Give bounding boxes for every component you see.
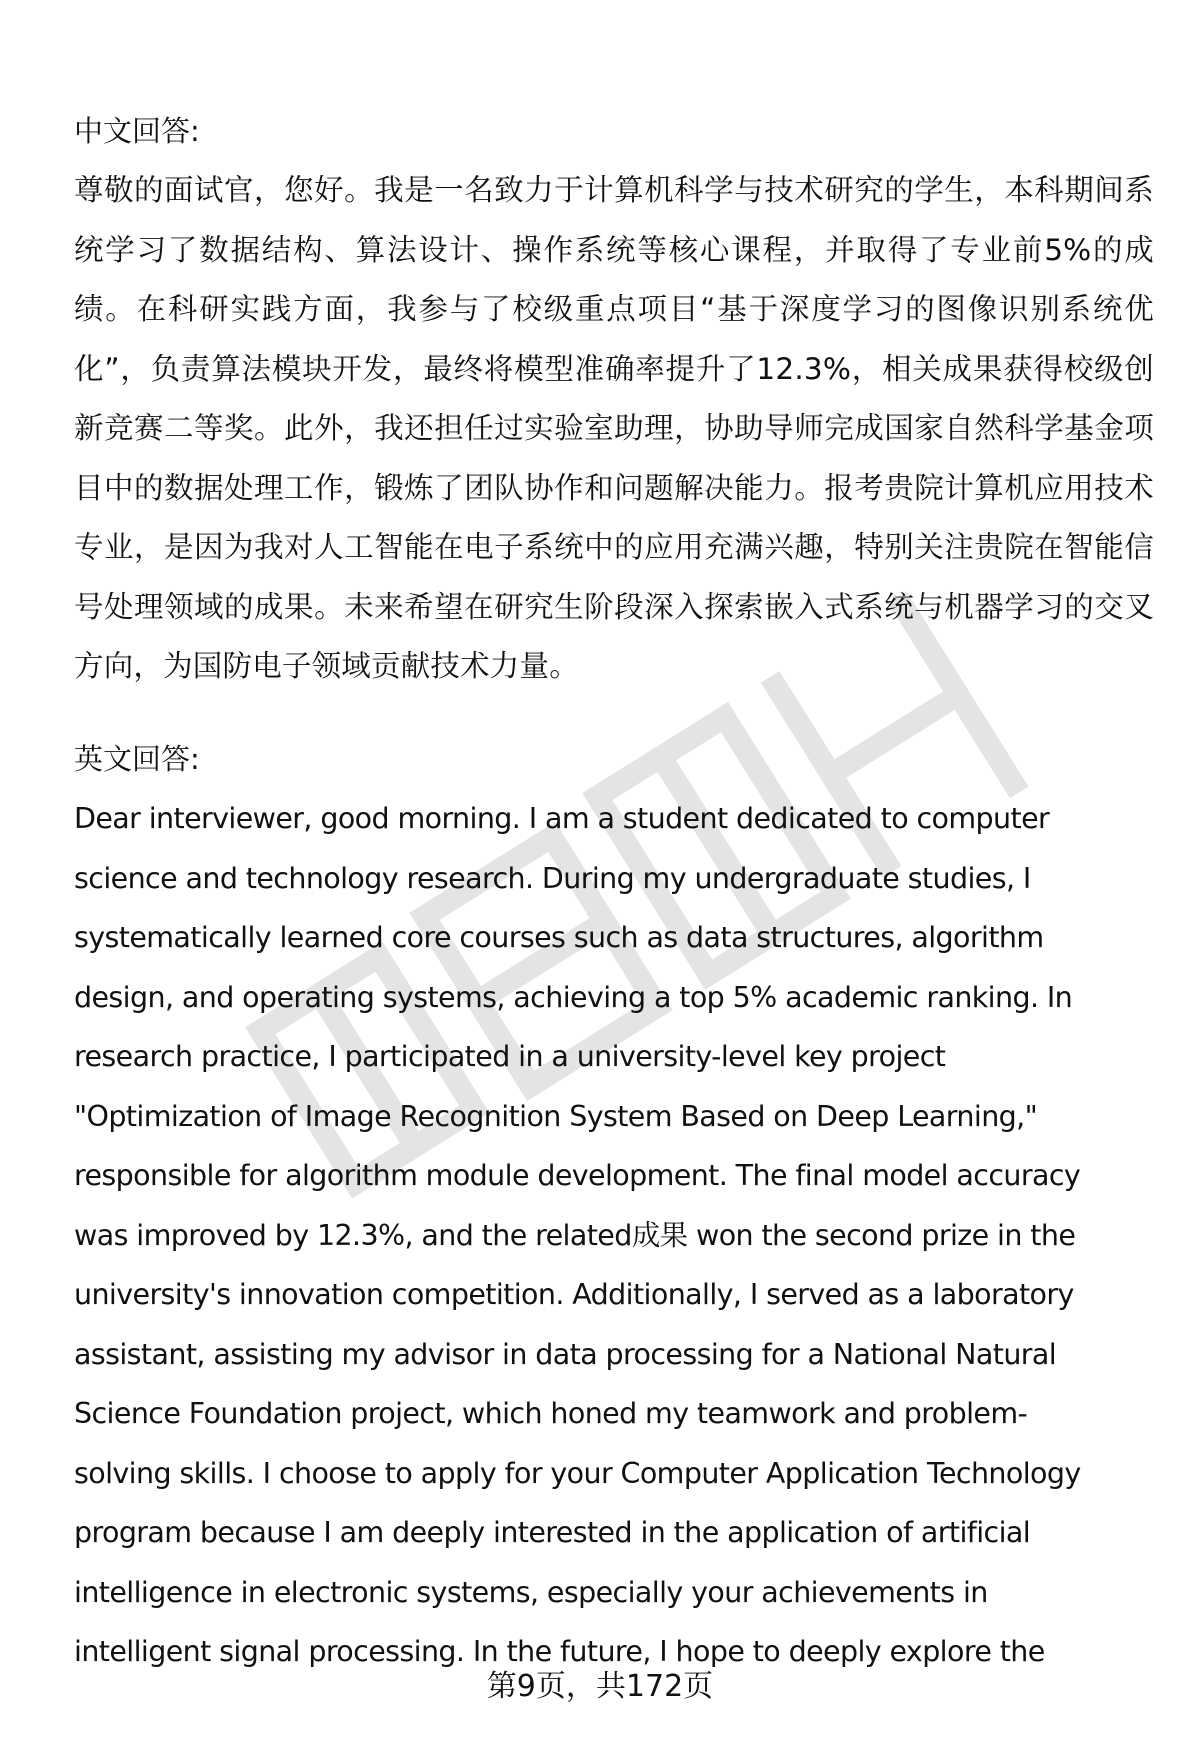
english-line: responsible for algorithm module development. The final model accuracy xyxy=(74,1159,1081,1192)
english-answer-heading: 英文回答: xyxy=(74,742,200,776)
english-line: design, and operating systems, achieving a top 5% academic ranking. In xyxy=(74,980,1073,1014)
english-answer-section xyxy=(74,730,1154,1682)
english-line: solving skills. I choose to apply for your Computer Application Technology xyxy=(74,1456,1081,1490)
english-line: "Optimization of Image Recognition System Based on Deep Learning," xyxy=(74,1099,1038,1133)
english-line: assistant, assisting my advisor in data processing for a National Natural xyxy=(74,1337,1057,1371)
english-line: program because I am deeply interested in the application of artificial xyxy=(74,1516,1031,1549)
english-line: was improved by 12.3%, and the related成果 won the second prize in the xyxy=(74,1218,1076,1252)
english-line: Dear interviewer, good morning. I am a student dedicated to computer xyxy=(74,802,1050,835)
chinese-answer-section xyxy=(74,102,1154,697)
english-line: university's innovation competition. Additionally, I served as a laboratory xyxy=(74,1278,1074,1311)
page-number: 第9页，共172页 xyxy=(486,1669,714,1704)
english-line: research practice, I participated in a university-level key project xyxy=(74,1040,946,1073)
english-line: science and technology research. During my undergraduate studies, I xyxy=(74,861,1031,895)
english-line: Science Foundation project, which honed my teamwork and problem- xyxy=(74,1397,1028,1430)
chinese-answer-heading: 中文回答: xyxy=(74,114,200,148)
english-line: intelligent signal processing. In the future, I hope to deeply explore the xyxy=(74,1635,1045,1668)
english-line: systematically learned core courses such as data structures, algorithm xyxy=(74,921,1044,954)
english-answer-body xyxy=(74,789,1154,1682)
chinese-answer-body: 尊敬的面试官，您好。我是一名致力于计算机科学与技术研究的学生，本科期间系统学习了数据结构、算法设计、操作系统等核心课程，并取得了专业前5%的成绩。在科研实践方面，我参与了校级重点项目“基于深度学习的图像识别系统优化”，负责算法模块开发，最终将模型准确率提升了12.3%，相关成果获得校级创新竞赛二等奖。此外，我还担任过实验室助理，协助导师完成国家自然科学基金项目中的数据处理工作，锻炼了团队协作和问题解决能力。报考贵院计算机应用技术专业，是因为我对人工智能在电子系统中的应用充满兴趣，特别关注贵院在智能信号处理领域的成果。未来希望在研究生阶段深入探索嵌入式系统与机器学习的交叉方向，为国防电子领域贡献技术力量。 xyxy=(74,173,1154,683)
english-line: intelligence in electronic systems, especially your achievements in xyxy=(74,1575,988,1609)
